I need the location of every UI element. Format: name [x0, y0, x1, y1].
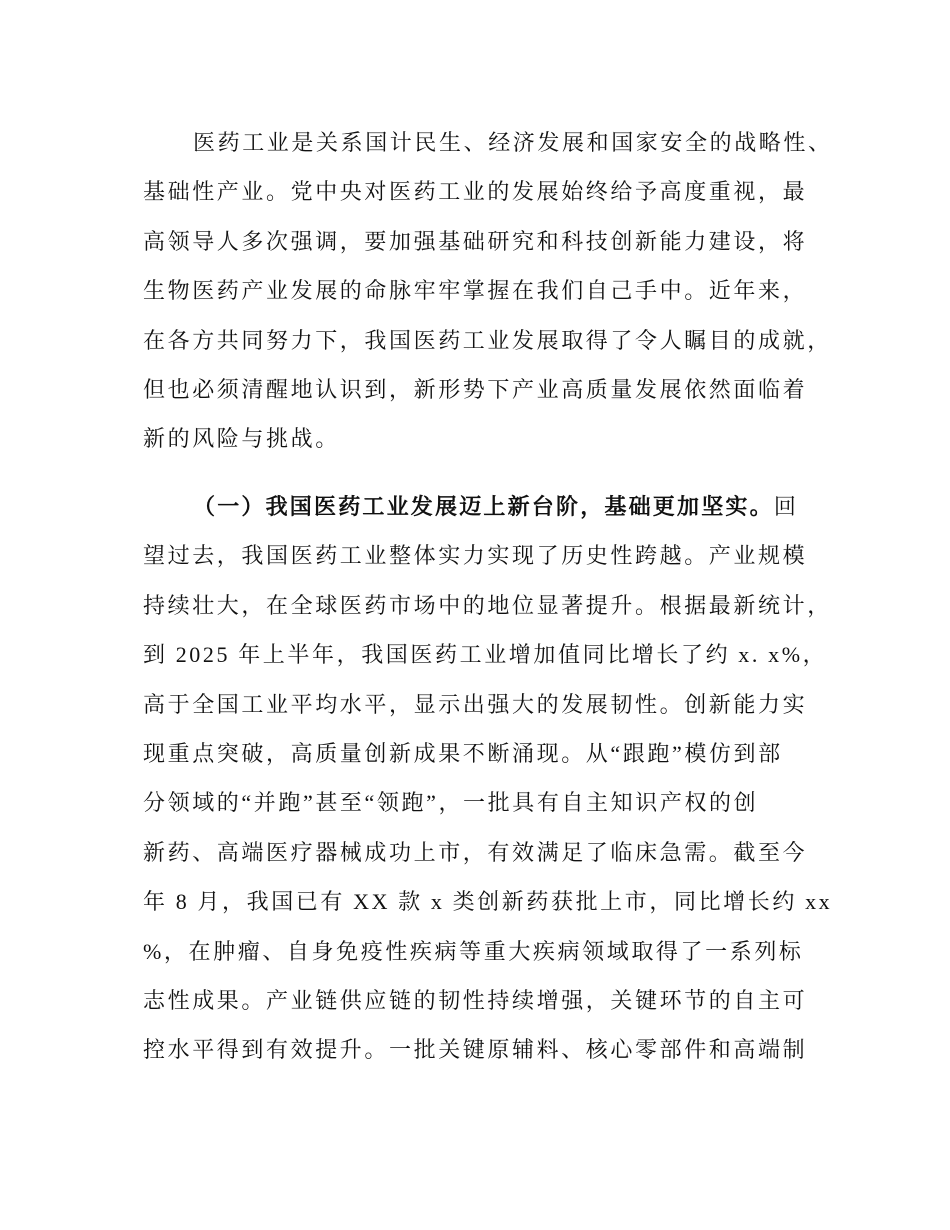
text-line: 分领域的“并跑”甚至“领跑”，一批具有自主知识产权的创 [143, 790, 759, 816]
text-line: 生物医药产业发展的命脉牢牢掌握在我们自己手中。近年来， [143, 278, 808, 304]
paragraph-intro [143, 118, 843, 464]
text-line: 到 2025 年上半年，我国医药工业增加值同比增长了约 x. x%， [143, 642, 828, 668]
text-line: 志性成果。产业链供应链的韧性持续增强，关键环节的自主可 [143, 987, 808, 1013]
paragraph-section-1 [143, 482, 843, 1075]
text-line: 但也必须清醒地认识到，新形势下产业高质量发展依然面临着 [143, 376, 808, 402]
text-line: 望过去，我国医药工业整体实力实现了历史性跨越。产业规模 [143, 543, 808, 569]
text-line: 持续壮大，在全球医药市场中的地位显著提升。根据最新统计， [143, 592, 832, 618]
section-heading-line [143, 482, 843, 531]
text-line: 基础性产业。党中央对医药工业的发展始终给予高度重视，最 [143, 179, 808, 205]
text-line: 新药、高端医疗器械成功上市，有效满足了临床急需。截至今 [143, 839, 808, 865]
text-line: 医药工业是关系国计民生、经济发展和国家安全的战略性、 [193, 130, 833, 155]
heading-tail-text: 回 [773, 494, 799, 519]
text-line: %，在肿瘤、自身免疫性疾病等重大疾病领域取得了一系列标 [143, 938, 804, 964]
text-line: 高领导人多次强调，要加强基础研究和科技创新能力建设，将 [143, 228, 808, 254]
text-line: 在各方共同努力下，我国医药工业发展取得了令人瞩目的成就， [143, 327, 832, 353]
text-line: 高于全国工业平均水平，显示出强大的发展韧性。创新能力实 [143, 691, 808, 717]
text-line: 新的风险与挑战。 [143, 426, 340, 452]
text-line: 现重点突破，高质量创新成果不断涌现。从“跟跑”模仿到部 [143, 740, 783, 766]
section-heading: （一）我国医药工业发展迈上新台阶，基础更加坚实。 [193, 494, 774, 519]
text-line: 控水平得到有效提升。一批关键原辅料、核心零部件和高端制 [143, 1037, 808, 1063]
text-line: 年 8 月，我国已有 XX 款 x 类创新药获批上市，同比增长约 xx [143, 889, 833, 915]
